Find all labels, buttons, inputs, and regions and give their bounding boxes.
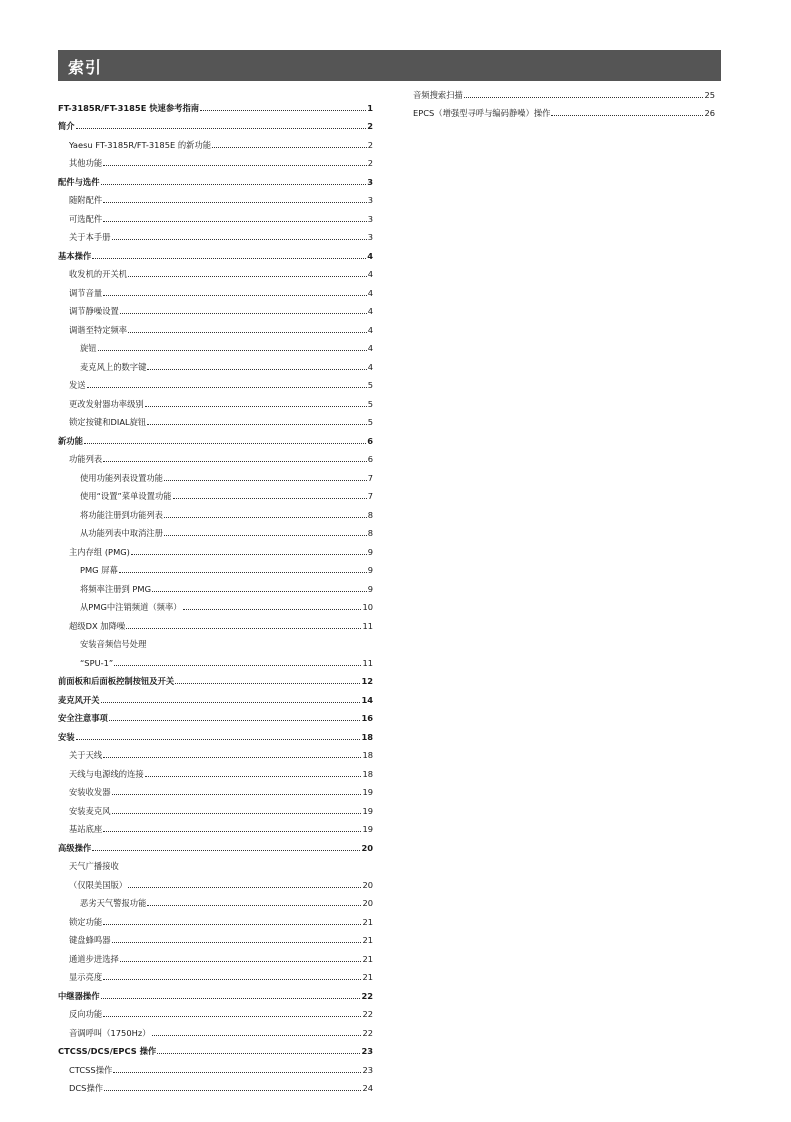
dot-leader bbox=[114, 665, 361, 666]
index-entry-page: 4 bbox=[367, 324, 373, 335]
index-entry-label: 关于天线 bbox=[69, 750, 103, 760]
index-entry-page: 4 bbox=[367, 250, 373, 261]
index-entry-page: 22 bbox=[362, 1009, 373, 1019]
index-entry bbox=[58, 594, 373, 613]
index-entry bbox=[58, 261, 373, 280]
index-entry-page: 5 bbox=[367, 398, 373, 409]
dot-leader bbox=[152, 591, 367, 592]
index-entry-page: 18 bbox=[362, 750, 373, 760]
index-entry-label: 使用“设置”菜单设置功能 bbox=[80, 491, 172, 501]
dot-leader bbox=[145, 406, 367, 407]
index-entry-page: 11 bbox=[362, 620, 373, 631]
index-entry-label: 安装收发器 bbox=[69, 787, 111, 797]
page-title: 索引 bbox=[68, 58, 103, 77]
index-entry-page: 3 bbox=[367, 232, 373, 242]
index-entry-label: 麦克风开关 bbox=[58, 694, 100, 705]
dot-leader bbox=[200, 110, 366, 111]
index-entry-label: 高级操作 bbox=[58, 842, 92, 853]
dot-leader bbox=[103, 295, 367, 296]
index-entry bbox=[58, 742, 373, 761]
index-entry-page: 4 bbox=[367, 361, 373, 372]
index-entry-label: 锁定按键和DIAL旋钮 bbox=[69, 417, 147, 427]
index-entry-label: 超级DX 加降噪 bbox=[69, 620, 126, 631]
dot-leader bbox=[103, 924, 361, 925]
index-entry-page: 12 bbox=[361, 676, 373, 686]
index-entry-page: 9 bbox=[367, 583, 373, 594]
index-entry-page: 19 bbox=[362, 805, 373, 816]
index-entry bbox=[58, 1019, 373, 1038]
index-entry-label: 配件与选件 bbox=[58, 176, 100, 187]
index-entry-label: 使用功能列表设置功能 bbox=[80, 472, 163, 483]
index-entry bbox=[58, 612, 373, 631]
index-entry bbox=[58, 631, 373, 650]
index-entry bbox=[58, 816, 373, 835]
index-entry bbox=[58, 982, 373, 1001]
index-entry-label: 功能列表 bbox=[69, 454, 103, 464]
index-entry-page: 3 bbox=[367, 176, 373, 187]
index-entry-label: 调节静噪设置 bbox=[69, 306, 119, 316]
index-entry-page: 21 bbox=[362, 935, 373, 945]
dot-leader bbox=[84, 443, 366, 444]
index-entry-page: 4 bbox=[367, 269, 373, 279]
index-entry bbox=[58, 224, 373, 243]
index-entry bbox=[58, 390, 373, 409]
index-entry-page: 6 bbox=[367, 435, 373, 446]
index-entry bbox=[58, 538, 373, 557]
index-entry-label: 显示亮度 bbox=[69, 972, 103, 982]
index-entry-page: 24 bbox=[362, 1083, 373, 1093]
index-entry bbox=[58, 501, 373, 520]
index-entry bbox=[58, 298, 373, 317]
index-entry-label: 天气广播接收 bbox=[69, 861, 119, 871]
index-entry-label: 更改发射器功率级别 bbox=[69, 398, 144, 409]
index-entry-page: 8 bbox=[367, 528, 373, 538]
index-entry-label: 基站底座 bbox=[69, 824, 103, 834]
index-entry bbox=[58, 668, 373, 687]
index-entry-label: 锁定功能 bbox=[69, 916, 103, 927]
index-entry-label: 麦克风上的数字键 bbox=[80, 361, 147, 372]
index-entry bbox=[58, 927, 373, 946]
dot-leader bbox=[128, 276, 367, 277]
index-entry-label: 安全注意事项 bbox=[58, 713, 108, 723]
dot-leader bbox=[183, 609, 362, 610]
index-entry-page: 8 bbox=[367, 509, 373, 520]
index-entry-page: 7 bbox=[367, 491, 373, 501]
index-entry bbox=[58, 94, 373, 113]
index-entry bbox=[58, 871, 373, 890]
dot-leader bbox=[112, 813, 362, 814]
index-entry-label: PMG 屏幕 bbox=[80, 565, 118, 575]
index-entry bbox=[58, 205, 373, 224]
index-entry bbox=[58, 131, 373, 150]
index-entry bbox=[58, 316, 373, 335]
dot-leader bbox=[103, 221, 367, 222]
index-entry bbox=[413, 100, 715, 119]
index-entry bbox=[58, 760, 373, 779]
dot-leader bbox=[120, 961, 362, 962]
dot-leader bbox=[104, 1090, 361, 1091]
dot-leader bbox=[128, 332, 367, 333]
index-entry-label: 简介 bbox=[58, 121, 75, 131]
dot-leader bbox=[152, 1035, 362, 1036]
dot-leader bbox=[126, 628, 361, 629]
index-entry bbox=[58, 187, 373, 206]
dot-leader bbox=[147, 424, 367, 425]
dot-leader bbox=[113, 1072, 361, 1073]
index-entry bbox=[58, 335, 373, 354]
index-entry bbox=[58, 705, 373, 724]
dot-leader bbox=[103, 831, 361, 832]
index-entry-page: 4 bbox=[367, 343, 373, 353]
index-entry-page: 2 bbox=[367, 121, 373, 131]
index-entry-label: 音调呼叫（1750Hz） bbox=[69, 1027, 151, 1038]
dot-leader bbox=[164, 535, 367, 536]
index-entry bbox=[58, 409, 373, 428]
index-entry-page: 22 bbox=[361, 990, 373, 1001]
dot-leader bbox=[120, 313, 367, 314]
dot-leader bbox=[112, 942, 362, 943]
index-entry-page: 6 bbox=[367, 454, 373, 464]
index-entry-label: 基本操作 bbox=[58, 250, 92, 261]
index-entry-label: 关于本手册 bbox=[69, 232, 111, 242]
index-entry bbox=[58, 575, 373, 594]
dot-leader bbox=[131, 554, 367, 555]
index-entry-page: 21 bbox=[362, 916, 373, 927]
dot-leader bbox=[103, 757, 361, 758]
index-entry bbox=[58, 1056, 373, 1075]
index-entry-label: 收发机的开关机 bbox=[69, 269, 128, 279]
index-entry-page: 7 bbox=[367, 472, 373, 483]
index-entry bbox=[58, 150, 373, 169]
index-entry-page: 5 bbox=[367, 417, 373, 427]
index-entry-label: 天线与电源线的连接 bbox=[69, 768, 144, 779]
index-entry-page: 20 bbox=[361, 842, 373, 853]
index-entry-label: 键盘蜂鸣器 bbox=[69, 935, 111, 945]
dot-leader bbox=[103, 202, 367, 203]
index-entry-label: 安装麦克风 bbox=[69, 805, 111, 816]
index-entry-label: Yaesu FT-3185R/FT-3185E 的新功能 bbox=[69, 139, 212, 150]
index-entry bbox=[58, 964, 373, 983]
index-entry-label: 主内存组 (PMG) bbox=[69, 546, 130, 557]
index-entry-page: 1 bbox=[367, 102, 373, 113]
index-entry-page: 18 bbox=[361, 731, 373, 742]
index-entry bbox=[58, 464, 373, 483]
index-entry-label: 安装音频信号处理 bbox=[80, 639, 147, 649]
dot-leader bbox=[128, 887, 361, 888]
index-entry bbox=[58, 1038, 373, 1057]
index-entry-label: 音频搜索扫描 bbox=[413, 89, 463, 100]
index-entry-page: 23 bbox=[362, 1064, 373, 1075]
dot-leader bbox=[212, 147, 367, 148]
index-entry-page: 14 bbox=[361, 694, 373, 705]
index-entry bbox=[58, 446, 373, 465]
dot-leader bbox=[101, 998, 361, 999]
index-entry-page: 26 bbox=[704, 108, 715, 118]
index-entry bbox=[58, 853, 373, 872]
index-entry-label: 恶劣天气警报功能 bbox=[80, 898, 147, 908]
index-entry bbox=[58, 686, 373, 705]
index-entry bbox=[58, 834, 373, 853]
index-entry-page: 5 bbox=[367, 380, 373, 390]
dot-leader bbox=[103, 165, 367, 166]
index-entry bbox=[58, 353, 373, 372]
dot-leader bbox=[164, 517, 367, 518]
index-entry-page: 9 bbox=[367, 546, 373, 557]
index-entry-label: 随附配件 bbox=[69, 195, 103, 205]
index-entry bbox=[58, 483, 373, 502]
dot-leader bbox=[76, 739, 361, 740]
index-entry-label: 新功能 bbox=[58, 435, 83, 446]
index-entry-label: FT-3185R/FT-3185E 快速参考指南 bbox=[58, 102, 200, 113]
index-entry-label: 调节音量 bbox=[69, 287, 103, 298]
dot-leader bbox=[464, 97, 704, 98]
index-entry bbox=[58, 649, 373, 668]
index-entry-label: 从功能列表中取消注册 bbox=[80, 528, 163, 538]
dot-leader bbox=[147, 905, 361, 906]
dot-leader bbox=[164, 480, 367, 481]
index-entry bbox=[58, 945, 373, 964]
index-entry-label: （仅限美国版） bbox=[69, 879, 128, 890]
index-entry-page: 22 bbox=[362, 1027, 373, 1038]
index-entry-page: 11 bbox=[362, 657, 373, 668]
index-entry bbox=[58, 279, 373, 298]
index-entry-page: 25 bbox=[704, 89, 715, 100]
dot-leader bbox=[173, 498, 367, 499]
index-entry-label: 其他功能 bbox=[69, 158, 103, 168]
index-entry-label: 通道步进选择 bbox=[69, 953, 119, 964]
index-entry bbox=[58, 890, 373, 909]
index-entry-page: 19 bbox=[362, 824, 373, 834]
index-entry-page: 19 bbox=[362, 787, 373, 797]
index-entry-page: 20 bbox=[362, 898, 373, 908]
dot-leader bbox=[175, 683, 360, 684]
index-entry-page: 9 bbox=[367, 565, 373, 575]
index-entry-label: CTCSS/DCS/EPCS 操作 bbox=[58, 1046, 157, 1056]
dot-leader bbox=[103, 461, 367, 462]
dot-leader bbox=[145, 776, 362, 777]
index-entry-page: 3 bbox=[367, 213, 373, 224]
dot-leader bbox=[103, 1016, 361, 1017]
index-entry-label: “SPU-1” bbox=[80, 657, 114, 668]
index-entry-page: 4 bbox=[367, 287, 373, 298]
index-entry-label: CTCSS操作 bbox=[69, 1064, 113, 1075]
dot-leader bbox=[119, 572, 367, 573]
index-entry bbox=[58, 520, 373, 539]
dot-leader bbox=[92, 258, 366, 259]
index-entry-label: 可选配件 bbox=[69, 213, 103, 224]
index-entry bbox=[58, 242, 373, 261]
index-entry bbox=[58, 779, 373, 798]
index-entry-label: 安装 bbox=[58, 731, 75, 742]
index-entry-page: 16 bbox=[361, 713, 373, 723]
dot-leader bbox=[101, 702, 361, 703]
index-entry-label: 调谐至特定频率 bbox=[69, 324, 128, 335]
dot-leader bbox=[147, 369, 366, 370]
index-entry-label: 中继器操作 bbox=[58, 990, 100, 1001]
index-entry bbox=[58, 557, 373, 576]
index-entry-page: 3 bbox=[367, 195, 373, 205]
index-entry-page: 21 bbox=[362, 972, 373, 982]
index-entry-label: 前面板和后面板控制按钮及开关 bbox=[58, 676, 175, 686]
index-entry-page: 23 bbox=[361, 1046, 373, 1056]
index-entry-label: 旋钮 bbox=[80, 343, 97, 353]
dot-leader bbox=[101, 184, 367, 185]
index-entry-label: 将频率注册到 PMG bbox=[80, 583, 152, 594]
dot-leader bbox=[76, 128, 367, 129]
index-right-column bbox=[413, 81, 715, 118]
index-entry bbox=[413, 81, 715, 100]
dot-leader bbox=[109, 720, 361, 721]
index-header-bar bbox=[58, 50, 721, 81]
index-entry-label: 发送 bbox=[69, 380, 86, 390]
index-entry-page: 4 bbox=[367, 306, 373, 316]
dot-leader bbox=[103, 979, 361, 980]
dot-leader bbox=[92, 850, 360, 851]
index-entry-page: 2 bbox=[367, 139, 373, 150]
index-entry-label: EPCS（增强型寻呼与编码静噪）操作 bbox=[413, 108, 551, 118]
dot-leader bbox=[87, 387, 367, 388]
index-entry-page: 10 bbox=[362, 602, 373, 612]
index-entry-page: 18 bbox=[362, 768, 373, 779]
dot-leader bbox=[98, 350, 367, 351]
index-entry bbox=[58, 1075, 373, 1094]
index-entry-label: 从PMG中注销频道（频率） bbox=[80, 602, 182, 612]
index-entry bbox=[58, 908, 373, 927]
index-entry-label: 将功能注册到功能列表 bbox=[80, 509, 163, 520]
index-left-column bbox=[58, 94, 373, 1093]
index-entry bbox=[58, 797, 373, 816]
dot-leader bbox=[112, 794, 362, 795]
index-entry-page: 20 bbox=[362, 879, 373, 890]
index-entry bbox=[58, 113, 373, 132]
index-entry-page: 2 bbox=[367, 158, 373, 168]
dot-leader bbox=[551, 115, 703, 116]
index-entry bbox=[58, 372, 373, 391]
index-entry-label: DCS操作 bbox=[69, 1083, 104, 1093]
index-entry bbox=[58, 427, 373, 446]
index-entry-page: 21 bbox=[362, 953, 373, 964]
index-entry bbox=[58, 1001, 373, 1020]
index-entry bbox=[58, 723, 373, 742]
dot-leader bbox=[112, 239, 367, 240]
index-entry bbox=[58, 168, 373, 187]
dot-leader bbox=[157, 1053, 360, 1054]
index-entry-label: 反向功能 bbox=[69, 1009, 103, 1019]
